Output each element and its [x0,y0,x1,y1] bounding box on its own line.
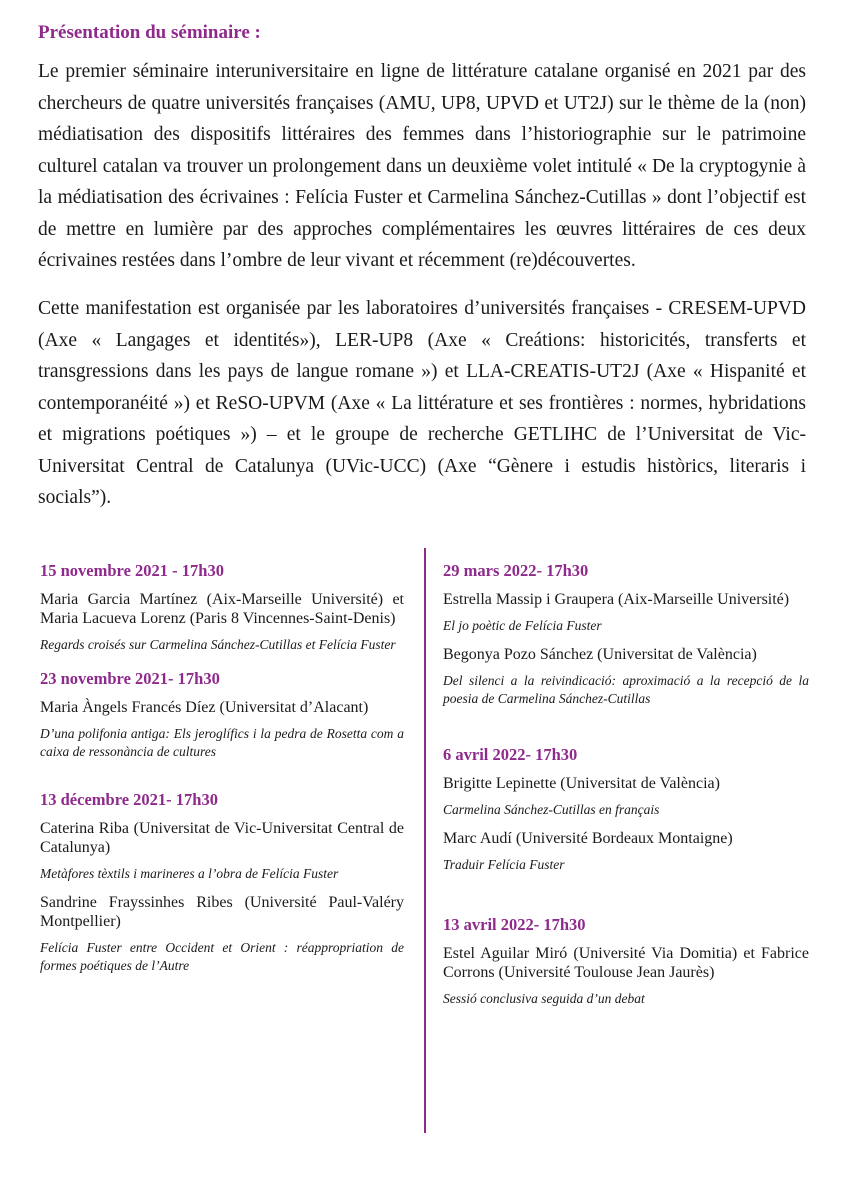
speaker: Maria Garcia Martínez (Aix-Marseille Université) et Maria Lacueva Lorenz (Paris 8 Vincennes-Saint-Denis) [40,591,404,627]
event [443,560,809,708]
event [443,914,809,1008]
talk-title: Regards croisés sur Carmelina Sánchez-Cutillas et Felícia Fuster [40,637,396,652]
talk-title: Sessió conclusiva seguida d’un debat [443,991,645,1006]
event-date: 15 novembre 2021 - 17h30 [40,561,224,580]
speaker: Marc Audí (Université Bordeaux Montaigne) [443,830,733,847]
speaker: Caterina Riba (Universitat de Vic-Universitat Central de Catalunya) [40,820,404,856]
speaker: Sandrine Frayssinhes Ribes (Université Paul-Valéry Montpellier) [40,894,404,930]
event [443,744,809,874]
speaker: Estel Aguilar Miró (Université Via Domitia) et Fabrice Corrons (Université Toulouse Jean Jaurès) [443,945,809,981]
event-date: 23 novembre 2021- 17h30 [40,669,220,688]
intro-paragraph: Le premier séminaire interuniversitaire en ligne de littérature catalane organisé en 2021 par des chercheurs de quatre universités françaises (AMU, UP8, UPVD et UT2J) sur le thème de la (non) médiatisation des dispositifs littéraires des femmes dans l’historiographie sur le patrimoine culturel catalan va trouver un prolongement dans un deuxième volet intitulé « De la cryptogynie à la médiatisation des écrivaines : Felícia Fuster et Carmelina Sánchez-Cutillas » dont l’objectif est de mettre en lumière par des approches complémentaires les œuvres littéraires de ces deux écrivaines restées dans l’ombre de leur vivant et récemment (re)découvertes. [38,61,806,271]
section-heading: Présentation du séminaire : [38,22,261,43]
schedule-right-column [443,560,809,1018]
speaker: Maria Àngels Francés Díez (Universitat d’Alacant) [40,699,369,716]
speaker: Begonya Pozo Sánchez (Universitat de València) [443,646,757,663]
event-date: 6 avril 2022- 17h30 [443,745,578,764]
schedule-left-column [40,560,404,985]
column-divider [424,548,426,1133]
talk-title: El jo poètic de Felícia Fuster [443,618,602,633]
event [40,560,404,654]
talk-title: Carmelina Sánchez-Cutillas en français [443,802,660,817]
event [40,789,404,975]
speaker: Brigitte Lepinette (Universitat de València) [443,775,720,792]
event [40,668,404,761]
event-date: 13 avril 2022- 17h30 [443,915,586,934]
organizers-paragraph: Cette manifestation est organisée par les laboratoires d’universités françaises - CRESEM-UPVD (Axe « Langages et identités»), LER-UP8 (Axe « Creátions: historicités, transferts et transgressions dans les pays de langue romane ») et LLA-CREATIS-UT2J (Axe « Hispanité et contemporanéité ») et ReSO-UPVM (Axe « La littérature et ses frontières : normes, hybridations et migrations poétiques ») – et le groupe de recherche GETLIHC de l’Universitat de Vic-Universitat Central de Catalunya (UVic-UCC) (Axe “Gènere i estudis històrics, literaris i socials”). [38,298,806,508]
event-date: 29 mars 2022- 17h30 [443,561,589,580]
speaker: Estrella Massip i Graupera (Aix-Marseille Université) [443,591,790,608]
talk-title: Traduir Felícia Fuster [443,857,565,872]
talk-title: Metàfores tèxtils i marineres a l’obra de Felícia Fuster [40,866,339,881]
talk-title: Del silenci a la reivindicació: aproximació a la recepció de la poesia de Carmelina Sánchez-Cutillas [443,673,809,706]
talk-title: Felícia Fuster entre Occident et Orient : réappropriation de formes poétiques de l’Autre [40,940,404,973]
talk-title: D’una polifonia antiga: Els jeroglífics i la pedra de Rosetta com a caixa de ressonància de cultures [40,726,404,759]
event-date: 13 décembre 2021- 17h30 [40,790,218,809]
